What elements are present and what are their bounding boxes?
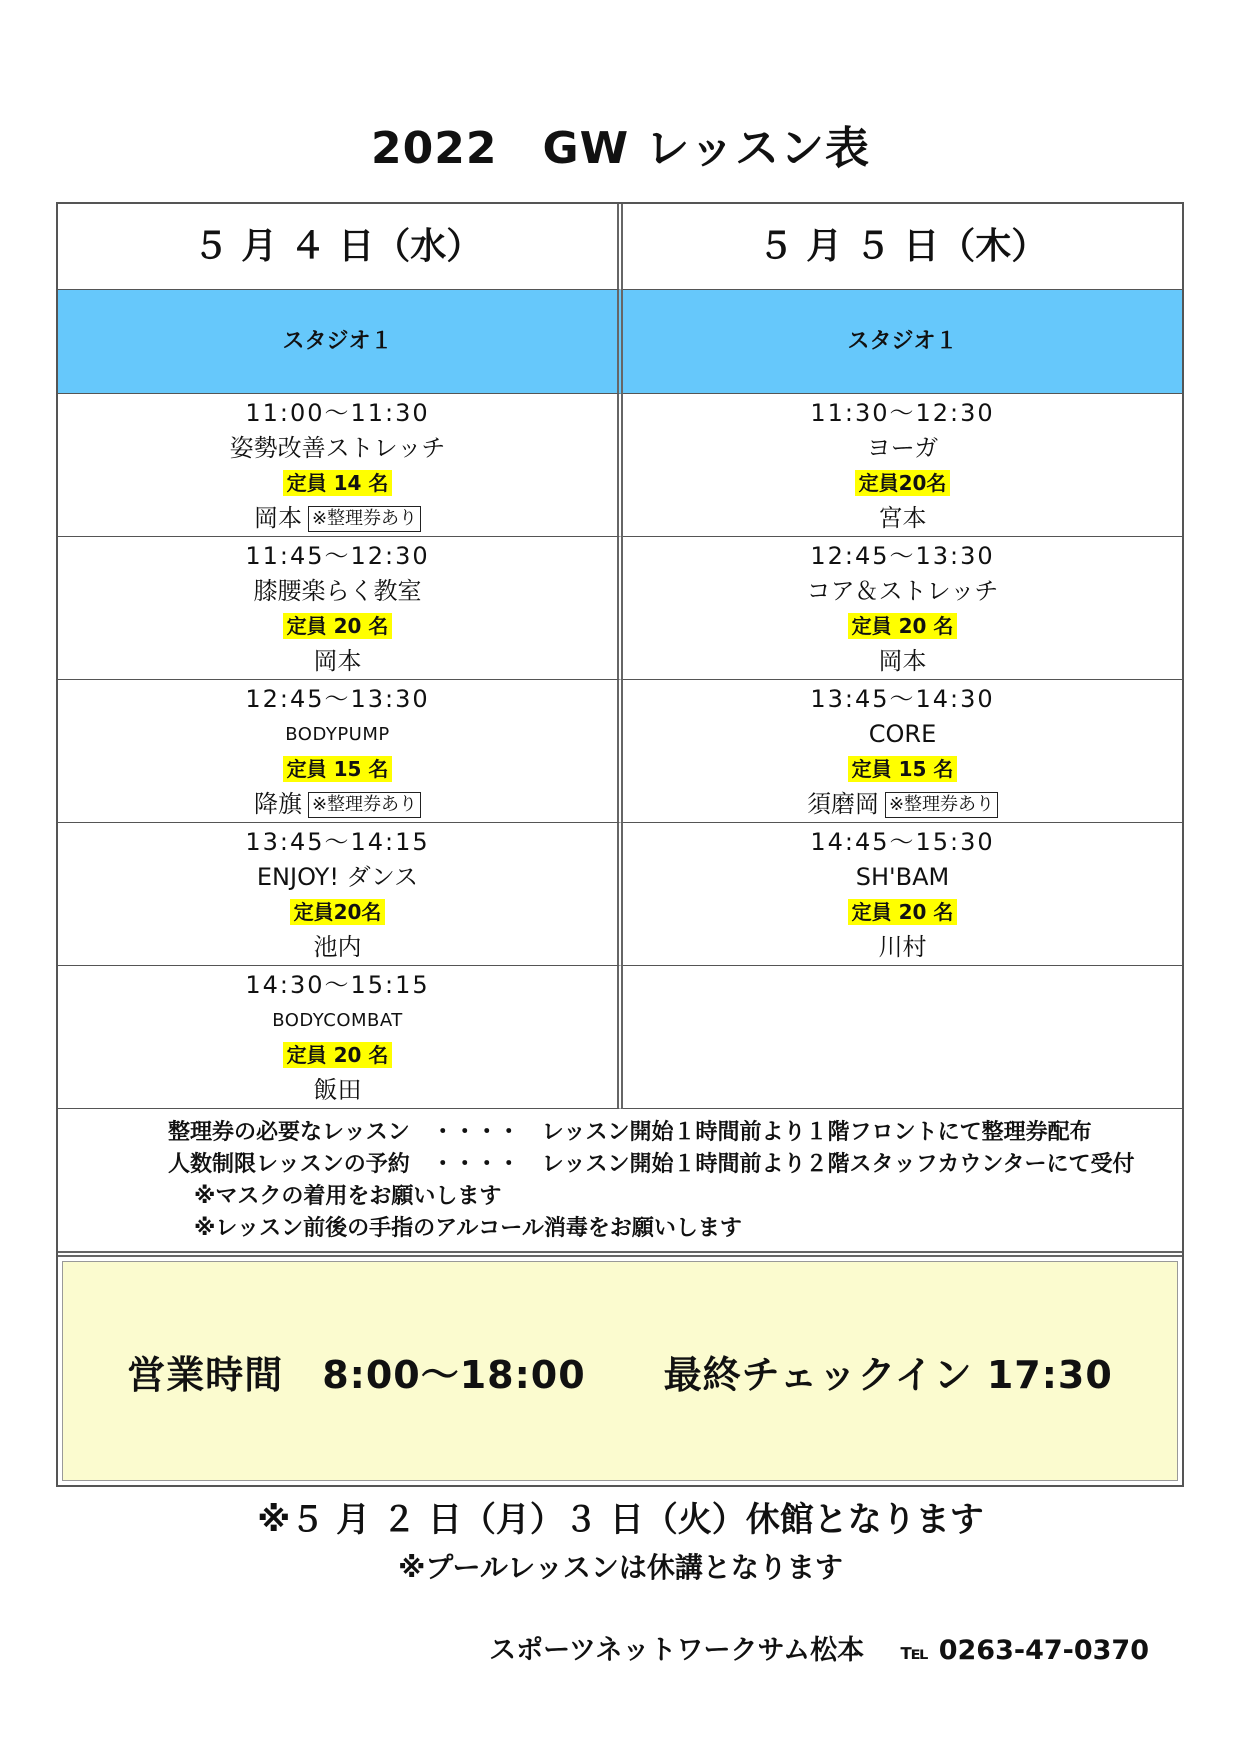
lesson-cell [623, 394, 1182, 537]
lesson-time: 11:00～11:30 [245, 399, 430, 427]
day2-studio: スタジオ１ [623, 290, 1182, 394]
lesson-time: 13:45～14:30 [810, 685, 995, 713]
instructor-name: 岡本 [878, 647, 927, 675]
page-title: 2022 GW レッスン表 [371, 123, 870, 174]
day2-date: ５ 月 ５ 日（木） [623, 204, 1182, 290]
ticket-note: ※整理券あり [308, 792, 421, 818]
lesson-row [58, 537, 1182, 680]
footer [489, 1628, 1149, 1667]
instructor-name: 宮本 [878, 504, 927, 532]
gym-name: スポーツネットワークサム松本 [489, 1635, 865, 1666]
lesson-cell [623, 823, 1182, 966]
lesson-name: 膝腰楽らく教室 [253, 577, 422, 605]
capacity-badge: 定員20名 [855, 470, 951, 496]
instructor-name: 岡本 [313, 647, 362, 675]
note-line: 整理券の必要なレッスン ・・・・ レッスン開始１時間前より１階フロントにて整理券配布 [168, 1120, 1092, 1145]
lesson-name: コア＆ストレッチ [806, 577, 999, 605]
lesson-row [58, 966, 1182, 1109]
capacity-badge: 定員 15 名 [283, 756, 393, 782]
capacity-badge: 定員 20 名 [283, 613, 393, 639]
lesson-row [58, 680, 1182, 823]
studio-header-row [58, 290, 1182, 394]
capacity-badge: 定員 20 名 [283, 1042, 393, 1068]
schedule-table [56, 202, 1184, 1487]
capacity-badge: 定員20名 [290, 899, 386, 925]
capacity-badge: 定員 20 名 [848, 613, 958, 639]
lesson-time: 12:45～13:30 [245, 685, 430, 713]
lesson-time: 12:45～13:30 [810, 542, 995, 570]
day1-studio: スタジオ１ [58, 290, 623, 394]
empty-lesson-cell [623, 966, 1182, 1109]
ticket-note: ※整理券あり [885, 792, 998, 818]
capacity-badge: 定員 14 名 [283, 470, 393, 496]
lesson-cell [58, 680, 623, 823]
lesson-cell [58, 537, 623, 680]
lesson-name: CORE [868, 720, 937, 748]
lesson-cell [623, 537, 1182, 680]
phone-number: 0263-47-0370 [938, 1635, 1149, 1666]
lesson-name: BODYCOMBAT [272, 1010, 403, 1031]
lesson-name: BODYPUMP [285, 724, 390, 745]
date-header-row [58, 204, 1182, 290]
lesson-cell [623, 680, 1182, 823]
lesson-name: ヨーガ [866, 434, 939, 462]
lesson-time: 11:30～12:30 [810, 399, 995, 427]
lesson-cell [58, 966, 623, 1109]
instructor-name: 須磨岡 [806, 790, 879, 818]
instructor-name: 岡本 [253, 504, 302, 532]
lesson-cell [58, 394, 623, 537]
lesson-row [58, 394, 1182, 537]
lesson-name: ENJOY! ダンス [256, 863, 419, 891]
instructor-name: 飯田 [313, 1076, 362, 1104]
note-line: 人数制限レッスンの予約 ・・・・ レッスン開始１時間前より２階スタッフカウンターにて受付 [168, 1152, 1135, 1177]
capacity-badge: 定員 15 名 [848, 756, 958, 782]
lesson-row [58, 823, 1182, 966]
business-hours: 営業時間 8:00～18:00 最終チェックイン 17:30 [62, 1261, 1178, 1481]
pool-notice: ※プールレッスンは休講となります [398, 1551, 843, 1584]
capacity-badge: 定員 20 名 [848, 899, 958, 925]
lesson-time: 11:45～12:30 [245, 542, 430, 570]
tel-icon: ℡ [900, 1640, 929, 1665]
lesson-name: 姿勢改善ストレッチ [229, 434, 446, 462]
closed-notice: ※５ 月 ２ 日（月）３ 日（火）休館となります [257, 1500, 984, 1540]
instructor-name: 川村 [878, 933, 927, 961]
instructor-name: 降旗 [253, 790, 302, 818]
lesson-time: 14:30～15:15 [245, 971, 430, 999]
lesson-cell [58, 823, 623, 966]
note-line: ※マスクの着用をお願いします [194, 1184, 502, 1209]
ticket-note: ※整理券あり [308, 506, 421, 532]
notes-section [58, 1109, 1182, 1257]
lesson-name: SH'BAM [855, 863, 950, 891]
lesson-time: 14:45～15:30 [810, 828, 995, 856]
lesson-time: 13:45～14:15 [245, 828, 430, 856]
day1-date: ５ 月 ４ 日（水） [58, 204, 623, 290]
note-line: ※レッスン前後の手指のアルコール消毒をお願いします [194, 1216, 742, 1241]
instructor-name: 池内 [313, 933, 362, 961]
